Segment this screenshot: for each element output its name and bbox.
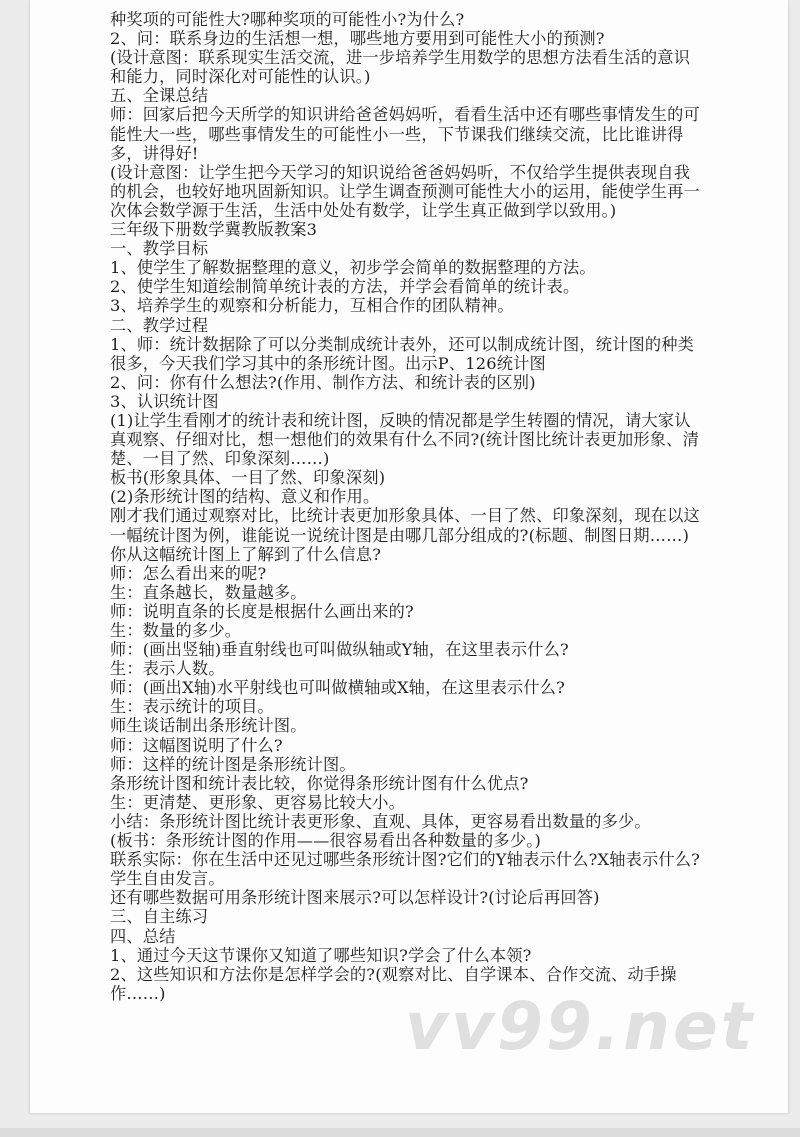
text-line: 生：数量的多少。 (110, 621, 242, 640)
text-line: 五、全课总结 (110, 86, 209, 106)
text-line: 师：这样的统计图是条形统计图。 (110, 754, 356, 774)
text-line: (1)让学生看刚才的统计表和统计图，反映的情况都是学生转圈的情况，请大家认 (110, 410, 691, 430)
text-line: 师：(画出竖轴)垂直射线也可叫做纵轴或Y轴，在这里表示什么? (110, 640, 569, 660)
text-line: 生：直条越长，数量越多。 (110, 582, 307, 602)
text-line: 学生自由发言。 (110, 869, 225, 889)
document-page (30, 0, 788, 1113)
text-line: 还有哪些数据可用条形统计图来展示?可以怎样设计?(讨论后再回答) (110, 888, 600, 908)
text-line: 3、培养学生的观察和分析能力，互相合作的团队精神。 (110, 296, 514, 316)
text-line: 二、教学过程 (110, 315, 209, 335)
text-line: 1、使学生了解数据整理的意义，初步学会简单的数据整理的方法。 (110, 258, 596, 278)
text-line: 刚才我们通过观察对比，比统计表更加形象具体、一目了然、印象深刻，现在以这 (110, 506, 700, 526)
text-line: 师生谈话制出条形统计图。 (110, 716, 307, 736)
text-line: 真观察、仔细对比，想一想他们的效果有什么不同?(统计图比统计表更加形象、清 (110, 430, 699, 450)
text-line: (板书：条形统计图的作用——很容易看出各种数量的多少。) (110, 831, 542, 851)
text-line: 作……) (110, 983, 166, 1003)
text-line: 2、这些知识和方法你是怎样学会的?(观察对比、自学课本、合作交流、动手操 (110, 964, 677, 984)
text-line: (2)条形统计图的结构、意义和作用。 (110, 487, 380, 507)
text-line: 师：(画出X轴)水平射线也可叫做横轴或X轴，在这里表示什么? (110, 678, 566, 698)
text-line: (设计意图：让学生把今天学习的知识说给爸爸妈妈听，不仅给学生提供表现自我 (110, 162, 691, 182)
text-line: 师：说明直条的长度是根据什么画出来的? (110, 601, 414, 621)
text-line: 2、使学生知道绘制简单统计表的方法，并学会看简单的统计表。 (110, 277, 580, 297)
text-line: 种奖项的可能性大?哪种奖项的可能性小?为什么? (110, 10, 465, 29)
text-line: 师：怎么看出来的呢? (110, 563, 267, 583)
text-line: 2、问：联系身边的生活想一想，哪些地方要用到可能性大小的预测? (110, 29, 605, 49)
bottom-edge (0, 1128, 800, 1137)
text-line: 2、问：你有什么想法?(作用、制作方法、和统计表的区别) (110, 372, 536, 392)
text-line: 一幅统计图为例，谁能说一说统计图是由哪几部分组成的?(标题、制图日期……) (110, 525, 690, 545)
text-line: 师：这幅图说明了什么? (110, 735, 283, 755)
text-line: 条形统计图和统计表比较，你觉得条形统计图有什么优点? (110, 773, 529, 793)
text-line: 生：表示人数。 (110, 659, 225, 679)
text-line: 生：表示统计的项目。 (110, 697, 274, 717)
text-line: 板书(形象具体、一目了然、印象深刻) (110, 468, 386, 488)
text-line: 和能力，同时深化对可能性的认识。) (110, 67, 371, 87)
text-line: 能性大一些，哪些事情发生的可能性小一些，下节课我们继续交流，比比谁讲得 (110, 124, 684, 144)
text-line: (设计意图：联系现实生活交流，进一步培养学生用数学的思想方法看生活的意识 (110, 48, 691, 68)
text-line: 三、自主练习 (110, 907, 209, 927)
text-line: 1、师：统计数据除了可以分类制成统计表外，还可以制成统计图，统计图的种类 (110, 334, 695, 354)
text-line: 小结：条形统计图比统计表更形象、直观、具体，更容易看出数量的多少。 (110, 811, 651, 831)
text-line: 的机会，也较好地巩固新知识。让学生调查预测可能性大小的运用，能使学生再一 (110, 181, 700, 201)
watermark: vv99.net (405, 988, 756, 1065)
text-line: 次体会数学源于生活，生活中处处有数学，让学生真正做到学以致用。) (110, 200, 617, 220)
text-line: 你从这幅统计图上了解到了什么信息? (110, 544, 382, 564)
text-line: 楚、一目了然、印象深刻……) (110, 449, 330, 469)
text-line: 师：回家后把今天所学的知识讲给爸爸妈妈听，看看生活中还有哪些事情发生的可 (110, 105, 700, 125)
text-line: 四、总结 (110, 926, 176, 946)
text-line: 很多，今天我们学习其中的条形统计图。出示P、126统计图 (110, 353, 546, 373)
document-body (110, 10, 800, 1003)
text-line: 多，讲得好! (110, 143, 199, 163)
text-line: 3、认识统计图 (110, 391, 219, 411)
text-line: 1、通过今天这节课你又知道了哪些知识?学会了什么本领? (110, 945, 532, 965)
text-line: 三年级下册数学冀教版教案3 (110, 220, 318, 240)
text-line: 一、教学目标 (110, 239, 209, 259)
text-line: 生：更清楚、更形象、更容易比较大小。 (110, 792, 405, 812)
text-line: 联系实际：你在生活中还见过哪些条形统计图?它们的Y轴表示什么?X轴表示什么? (110, 850, 701, 870)
